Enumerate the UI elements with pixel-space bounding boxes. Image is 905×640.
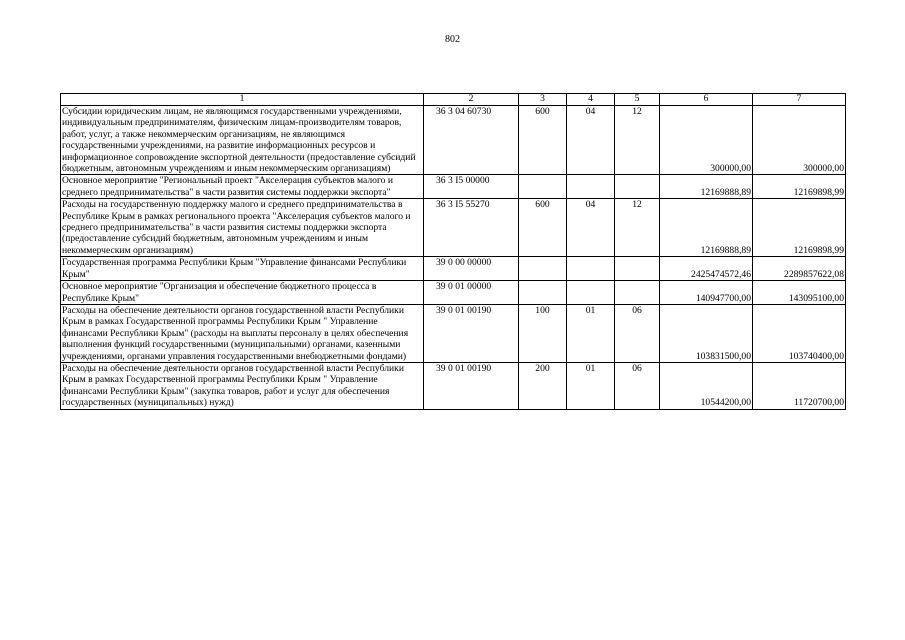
row-name: Государственная программа Республики Крым "Управление финансами Республики Крым" <box>61 257 424 281</box>
row-amount-col7: 300000,00 <box>753 106 846 175</box>
row-target-code: 39 0 01 00190 <box>424 304 519 362</box>
row-amount-col7: 11720700,00 <box>753 362 846 409</box>
header-col-7: 7 <box>753 94 846 106</box>
table-row <box>61 257 846 281</box>
table-row <box>61 106 846 175</box>
row-amount-col7: 103740400,00 <box>753 304 846 362</box>
header-col-5: 5 <box>615 94 660 106</box>
row-amount-col6: 103831500,00 <box>660 304 753 362</box>
row-amount-col7: 143095100,00 <box>753 281 846 305</box>
row-expense-type: 600 <box>519 199 567 257</box>
row-subsection: 06 <box>615 362 660 409</box>
row-section: 04 <box>567 106 615 175</box>
row-subsection <box>615 281 660 305</box>
header-col-6: 6 <box>660 94 753 106</box>
header-col-2: 2 <box>424 94 519 106</box>
row-section: 04 <box>567 199 615 257</box>
row-name: Расходы на обеспечение деятельности органов государственной власти Республики Крым в рамках Государственной программы Республики Крым " Управление финансами Республики Крым" (закупка товаров, работ и услуг для обеспечения государственных (муниципальных) нужд) <box>61 362 424 409</box>
table-row <box>61 199 846 257</box>
table-row <box>61 281 846 305</box>
row-subsection: 12 <box>615 106 660 175</box>
table-row <box>61 362 846 409</box>
row-amount-col6: 2425474572,46 <box>660 257 753 281</box>
row-name: Субсидии юридическим лицам, не являющимся государственными учреждениями, индивидуальным предпринимателям, физическим лицам-производителям товаров, работ, услуг, а также некоммерческим организациям, не являющимся государственными учреждениями, на развитие информационных ресурсов и информационное сопровождение экспортной деятельности (предоставление субсидий бюджетным, автономным учреждениям и иным некоммерческим организациям) <box>61 106 424 175</box>
row-expense-type <box>519 281 567 305</box>
row-name: Расходы на обеспечение деятельности органов государственной власти Республики Крым в рамках Государственной программы Республики Крым " Управление финансами Республики Крым" (расходы на выплаты персоналу в целях обеспечения выполнения функций государственными (муниципальными) органами, казенными учреждениями, органами управления государственными внебюджетными фондами) <box>61 304 424 362</box>
row-name: Основное мероприятие "Организация и обеспечение бюджетного процесса в Республике Крым" <box>61 281 424 305</box>
row-name: Основное мероприятие "Региональный проект "Акселерация субъектов малого и среднего предпринимательства" в части развития системы поддержки экспорта" <box>61 175 424 199</box>
row-target-code: 36 3 I5 55270 <box>424 199 519 257</box>
row-section: 01 <box>567 304 615 362</box>
row-expense-type: 200 <box>519 362 567 409</box>
row-amount-col6: 12169888,89 <box>660 199 753 257</box>
row-section: 01 <box>567 362 615 409</box>
budget-table <box>60 93 846 410</box>
row-amount-col7: 12169898,99 <box>753 199 846 257</box>
row-expense-type <box>519 175 567 199</box>
row-target-code: 36 3 04 60730 <box>424 106 519 175</box>
row-target-code: 36 3 I5 00000 <box>424 175 519 199</box>
row-subsection: 06 <box>615 304 660 362</box>
table-header-row <box>61 94 846 106</box>
row-section <box>567 281 615 305</box>
row-section <box>567 175 615 199</box>
row-amount-col6: 10544200,00 <box>660 362 753 409</box>
header-col-1: 1 <box>61 94 424 106</box>
row-target-code: 39 0 00 00000 <box>424 257 519 281</box>
row-expense-type <box>519 257 567 281</box>
header-col-3: 3 <box>519 94 567 106</box>
row-name: Расходы на государственную поддержку малого и среднего предпринимательства в Республике Крым в рамках регионального проекта "Акселерация субъектов малого и среднего предпринимательства" в части развития системы поддержки экспорта (предоставление субсидий бюджетным, автономным учреждениям и иным некоммерческим организациям) <box>61 199 424 257</box>
row-subsection <box>615 257 660 281</box>
row-target-code: 39 0 01 00190 <box>424 362 519 409</box>
row-subsection <box>615 175 660 199</box>
row-amount-col7: 2289857622,08 <box>753 257 846 281</box>
row-target-code: 39 0 01 00000 <box>424 281 519 305</box>
row-expense-type: 100 <box>519 304 567 362</box>
table-row <box>61 175 846 199</box>
row-amount-col6: 12169888,89 <box>660 175 753 199</box>
row-amount-col6: 140947700,00 <box>660 281 753 305</box>
header-col-4: 4 <box>567 94 615 106</box>
table-row <box>61 304 846 362</box>
page-number: 802 <box>445 34 460 45</box>
row-amount-col7: 12169898,99 <box>753 175 846 199</box>
row-expense-type: 600 <box>519 106 567 175</box>
row-subsection: 12 <box>615 199 660 257</box>
row-amount-col6: 300000,00 <box>660 106 753 175</box>
row-section <box>567 257 615 281</box>
